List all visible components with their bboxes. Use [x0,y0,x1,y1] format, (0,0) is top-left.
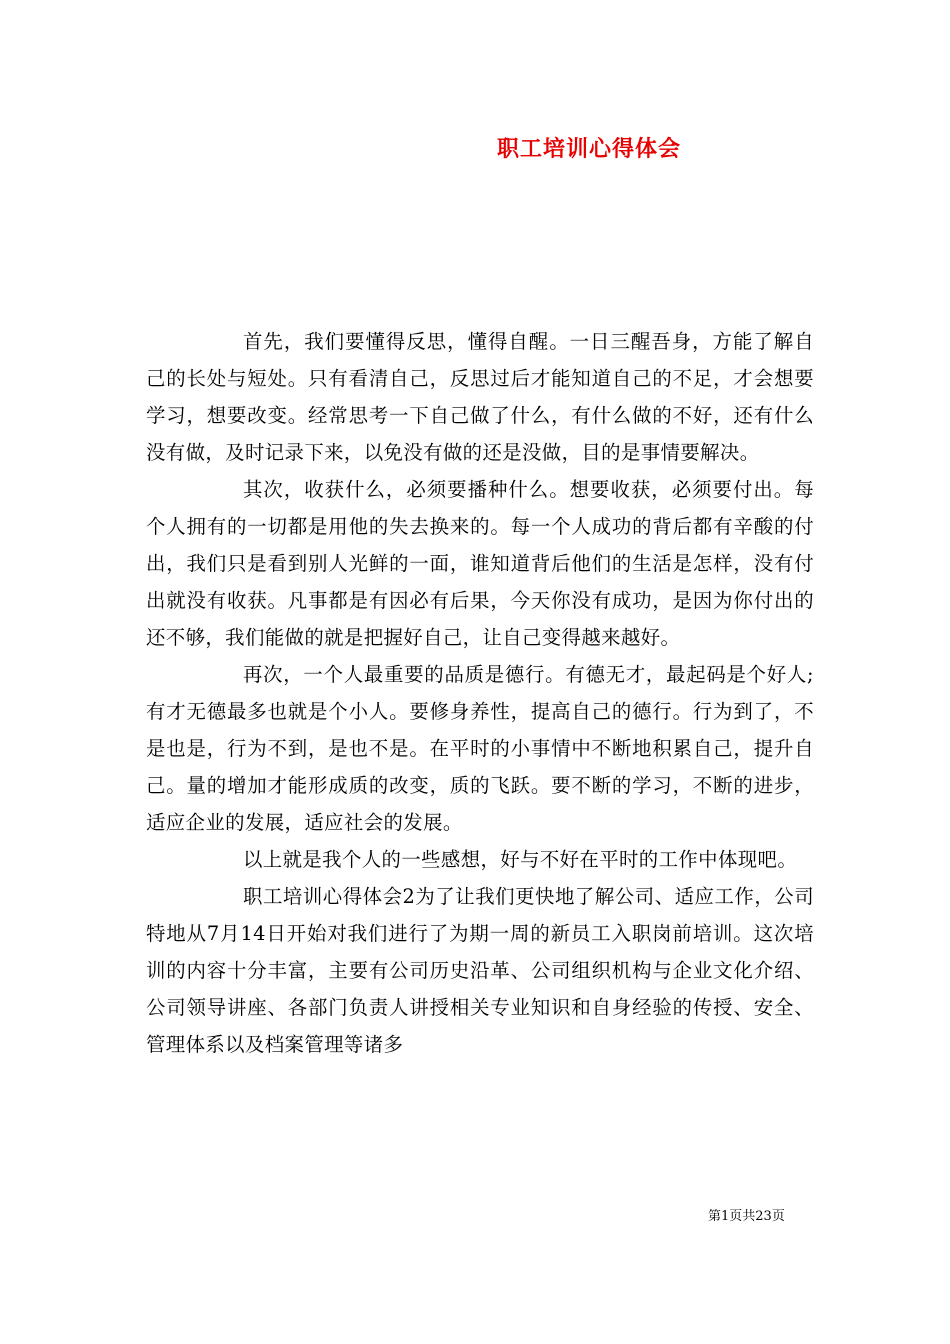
document-body [146,323,814,1063]
paragraph-virtue: 再次，一个人最重要的品质是德行。有德无才，最起码是个好人;有才无德最多也就是个小人。要修身养性，提高自己的德行。行为到了，不是也是，行为不到，是也不是。在平时的小事情中不断地积累自己，提升自己。量的增加才能形成质的改变，质的飞跃。要不断的学习，不断的进步，适应企业的发展，适应社会的发展。 [146,663,814,834]
paragraph-training-2: 职工培训心得体会2为了让我们更快地了解公司、适应工作，公司特地从7月14日开始对我们进行了为期一周的新员工入职岗前培训。这次培训的内容十分丰富，主要有公司历史沿革、公司组织机构与企业文化介绍、公司领导讲座、各部门负责人讲授相关专业知识和自身经验的传授、安全、管理体系以及档案管理等诸多 [146,885,814,1056]
page-number: 第1页共23页 [708,1209,785,1224]
paragraph-reflection: 首先，我们要懂得反思，懂得自醒。一日三醒吾身，方能了解自己的长处与短处。只有看清自己，反思过后才能知道自己的不足，才会想要学习，想要改变。经常思考一下自己做了什么，有什么做的不好，还有什么没有做，及时记录下来，以免没有做的还是没做，目的是事情要解决。 [146,330,814,464]
paragraph-harvest: 其次，收获什么，必须要播种什么。想要收获，必须要付出。每个人拥有的一切都是用他的失去换来的。每一个人成功的背后都有辛酸的付出，我们只是看到别人光鲜的一面，谁知道背后他们的生活是怎样，没有付出就没有收获。凡事都是有因必有后果，今天你没有成功，是因为你付出的还不够，我们能做的就是把握好自己，让自己变得越来越好。 [146,478,814,649]
document-title: 职工培训心得体会 [496,136,681,162]
paragraph-conclusion: 以上就是我个人的一些感想，好与不好在平时的工作中体现吧。 [243,848,798,871]
